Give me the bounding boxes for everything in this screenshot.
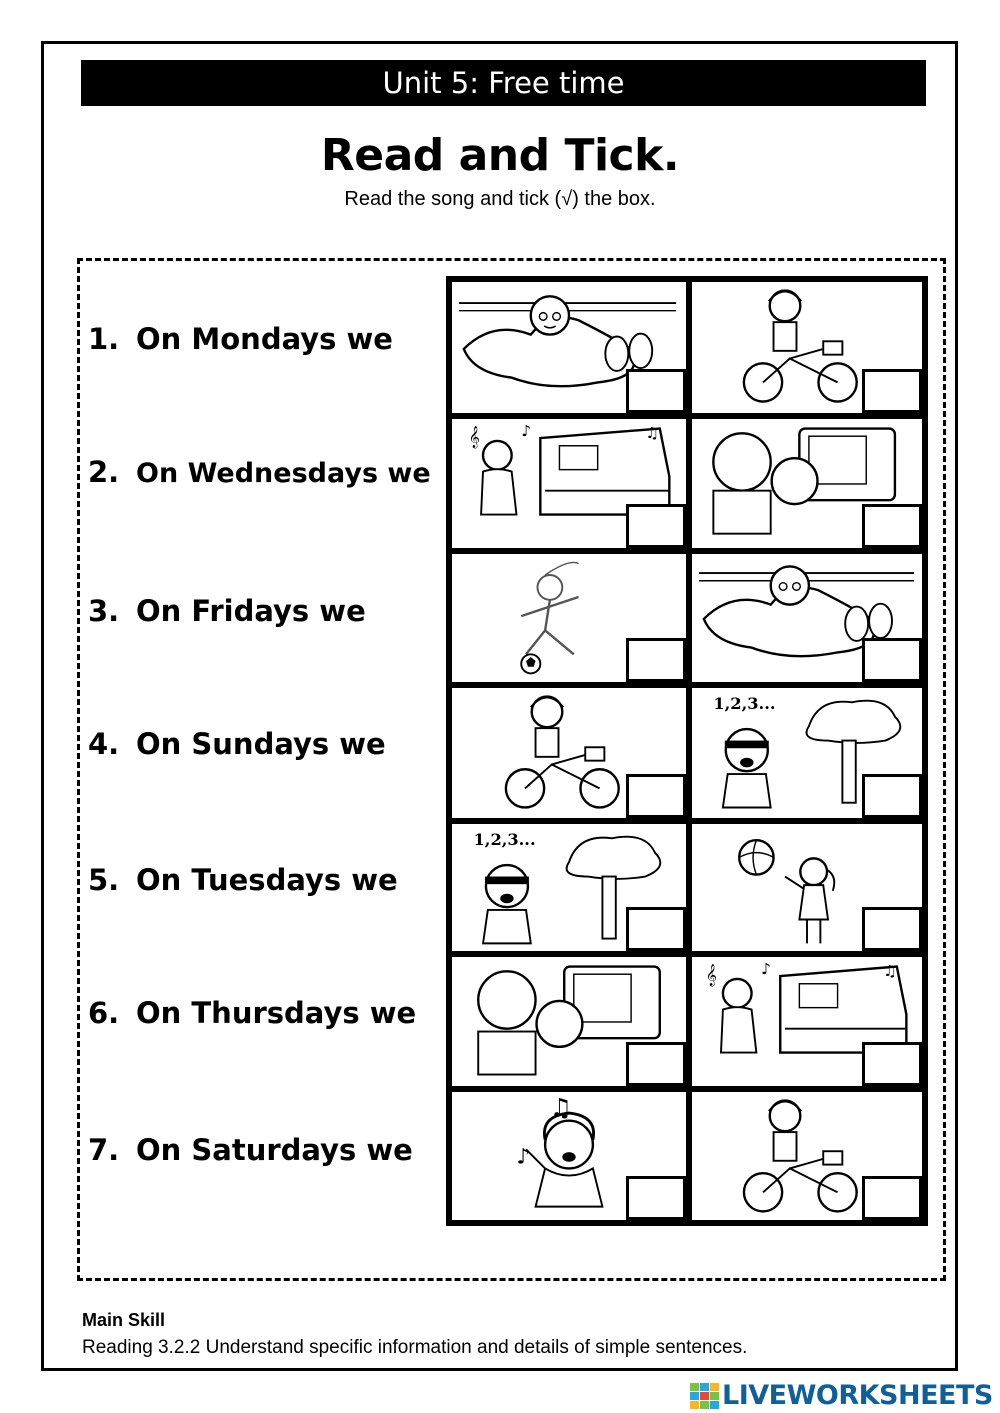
liveworksheets-logo-icon [690, 1383, 720, 1409]
question-1 [88, 322, 393, 356]
picture-computer-games [449, 954, 689, 1089]
svg-text:♪: ♪ [521, 422, 531, 441]
question-4 [88, 727, 386, 761]
question-number: 1. [88, 322, 120, 356]
picture-computer-games [689, 416, 925, 551]
tick-box[interactable] [626, 907, 686, 951]
svg-text:𝄞: 𝄞 [705, 962, 718, 986]
liveworksheets-brand[interactable] [690, 1380, 995, 1410]
counting-label: 1,2,3... [713, 694, 776, 714]
tick-box[interactable] [862, 638, 922, 682]
unit-header: Unit 5: Free time [81, 60, 926, 106]
tick-box[interactable] [862, 907, 922, 951]
question-text: On Saturdays we [136, 1133, 413, 1167]
question-number: 5. [88, 863, 120, 897]
question-number: 3. [88, 594, 120, 628]
question-text: On Mondays we [136, 322, 393, 356]
picture-swimming [449, 279, 689, 416]
main-skill-heading: Main Skill [82, 1310, 166, 1330]
tick-box[interactable] [626, 369, 686, 413]
page-title: Read and Tick. [320, 130, 680, 181]
tick-box[interactable] [862, 504, 922, 548]
svg-text:♫: ♫ [883, 962, 898, 981]
counting-label: 1,2,3... [473, 830, 536, 850]
question-number: 6. [88, 996, 120, 1030]
tick-box[interactable] [626, 1176, 686, 1220]
question-text: On Wednesdays we [136, 458, 431, 489]
svg-text:♫: ♫ [645, 424, 660, 443]
picture-grid [446, 276, 928, 1226]
picture-hide-and-seek [449, 821, 689, 954]
picture-singing [449, 1089, 689, 1223]
question-text: On Thursdays we [136, 996, 417, 1030]
svg-text:♪: ♪ [761, 960, 771, 979]
question-6 [88, 996, 416, 1030]
question-text: On Tuesdays we [136, 863, 398, 897]
picture-playing-ball [689, 821, 925, 954]
picture-playing-piano [449, 416, 689, 551]
tick-box[interactable] [626, 774, 686, 818]
question-2 [88, 455, 431, 489]
picture-cycling [689, 1089, 925, 1223]
picture-swimming [689, 551, 925, 685]
question-number: 4. [88, 727, 120, 761]
question-5 [88, 863, 398, 897]
svg-text:𝄞: 𝄞 [468, 424, 480, 448]
tick-box[interactable] [862, 369, 922, 413]
picture-playing-football [449, 551, 689, 685]
main-skill-text: Reading 3.2.2 Understand specific information and details of simple sentences. [82, 1337, 748, 1358]
question-7 [88, 1133, 413, 1167]
svg-text:♪: ♪ [516, 1143, 530, 1169]
tick-box[interactable] [626, 1042, 686, 1086]
tick-box[interactable] [626, 638, 686, 682]
tick-box[interactable] [862, 1176, 922, 1220]
picture-hide-and-seek [689, 685, 925, 821]
question-3 [88, 594, 366, 628]
picture-cycling [689, 279, 925, 416]
picture-cycling [449, 685, 689, 821]
question-text: On Sundays we [136, 727, 386, 761]
question-number: 2. [88, 455, 120, 489]
brand-name: LIVEWORKSHEETS [722, 1380, 993, 1411]
question-number: 7. [88, 1133, 120, 1167]
instructions: Read the song and tick (√) the box. [344, 188, 656, 210]
question-text: On Fridays we [136, 594, 366, 628]
picture-playing-piano [689, 954, 925, 1089]
tick-box[interactable] [626, 504, 686, 548]
tick-box[interactable] [862, 1042, 922, 1086]
tick-box[interactable] [862, 774, 922, 818]
svg-text:♫: ♫ [549, 1092, 573, 1122]
